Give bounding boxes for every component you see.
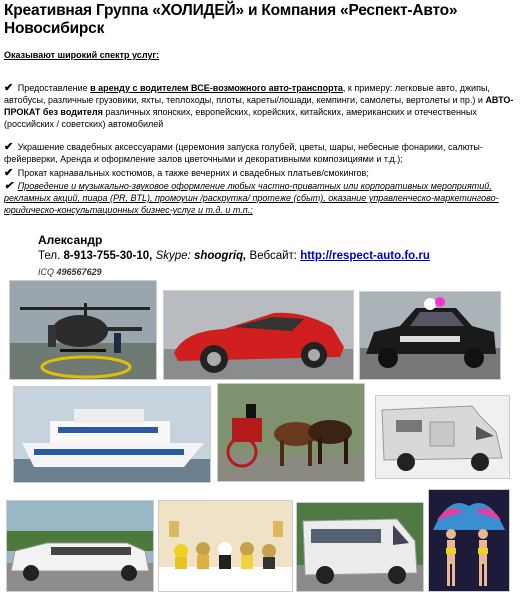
title-line-1: Креативная Группа «ХОЛИДЕЙ» и Компания «Респект-Авто» [4, 2, 458, 19]
skype-label: Skype: [155, 250, 191, 262]
motor-yacht-icon [14, 387, 210, 482]
carnival-dancers-icon [429, 490, 509, 591]
services-subheading: Оказывают широкий спектр услуг: [4, 50, 160, 60]
check-icon: ✔ [4, 141, 14, 153]
banquet-hall-photo [158, 500, 293, 592]
minibus-photo [296, 502, 424, 592]
costumes-text: Прокат карнавальных костюмов, а также вечерних и свадебных платьев/смокингов; [17, 168, 369, 178]
wedding-text: Украшение свадебных аксессуарами (церемония запуска голубей, цветы, шары, небесные фонарики, салюты-фейерверки, Аренда и оформление залов цветочными и декоративными композициями и т.д.); [4, 142, 483, 164]
minibus-icon [297, 503, 423, 591]
camper-van-photo [375, 395, 510, 479]
site-label: Вебсайт: [249, 250, 297, 262]
contact-line [38, 248, 430, 264]
phone-prefix: Тел. [38, 250, 64, 262]
rental-text-a: Предоставление [17, 83, 91, 93]
red-convertible-icon [164, 291, 353, 379]
costume-service-paragraph [4, 167, 516, 179]
helicopter-photo [9, 280, 157, 380]
horse-carriage-icon [218, 384, 364, 481]
page-title [4, 2, 519, 38]
events-service-paragraph [4, 180, 516, 216]
helicopter-icon [10, 281, 156, 379]
events-text: Проведение и музыкально-звуковое оформление любых частно-приватных или корпоративных мероприятий, рекламных акций, пиара (PR, BTL), промоушн /раскрутка/ протеже (сбыт), оказание управленческо-маркетингово-юридическо-консультационных бизнес-услуг и т.д. и т.п.; [4, 181, 499, 215]
wedding-service-paragraph [4, 141, 516, 165]
icq-line [38, 264, 430, 280]
rental-text-b: , к примеру: легковые авто, джипы, автобусы, различные грузовики, яхты, теплоходы, плоты, кареты/лошади, кемпинги, самолеты, вертолеты и пр.) и [4, 83, 490, 105]
rental-text-c: различных японских, европейских, корейских, китайских, американских и отечественных (российских / советских) автомобилей [4, 107, 477, 129]
icq-label: ICQ [38, 267, 55, 277]
check-icon: ✔ [4, 82, 14, 94]
horse-carriage-photo [217, 383, 365, 482]
check-icon: ✔ [4, 180, 14, 192]
phone-number: 8-913-755-30-10, [63, 250, 153, 262]
white-limousine-photo [6, 500, 154, 592]
motor-yacht-photo [13, 386, 211, 483]
white-limousine-icon [7, 501, 153, 591]
contact-block [38, 232, 430, 280]
title-line-2: Новосибирск [4, 20, 105, 37]
icq-number: 496567629 [56, 267, 102, 277]
contact-name: Александр [38, 233, 103, 247]
carnival-dancers-photo [428, 489, 510, 592]
skype-id: shoogriq, [193, 250, 247, 262]
wedding-sedan-icon [360, 292, 500, 379]
website-link[interactable]: http://respect-auto.fo.ru [300, 250, 430, 262]
red-convertible-photo [163, 290, 354, 380]
banquet-hall-icon [159, 501, 292, 591]
wedding-sedan-photo [359, 291, 501, 380]
check-icon: ✔ [4, 167, 14, 179]
rental-bold: в аренду с водителем ВСЕ-возможного авто-транспорта [90, 83, 343, 93]
camper-van-icon [376, 396, 509, 478]
rental-bold-2: АВТО-ПРОКАТ без водителя [4, 95, 514, 117]
rental-service-paragraph [4, 82, 516, 130]
